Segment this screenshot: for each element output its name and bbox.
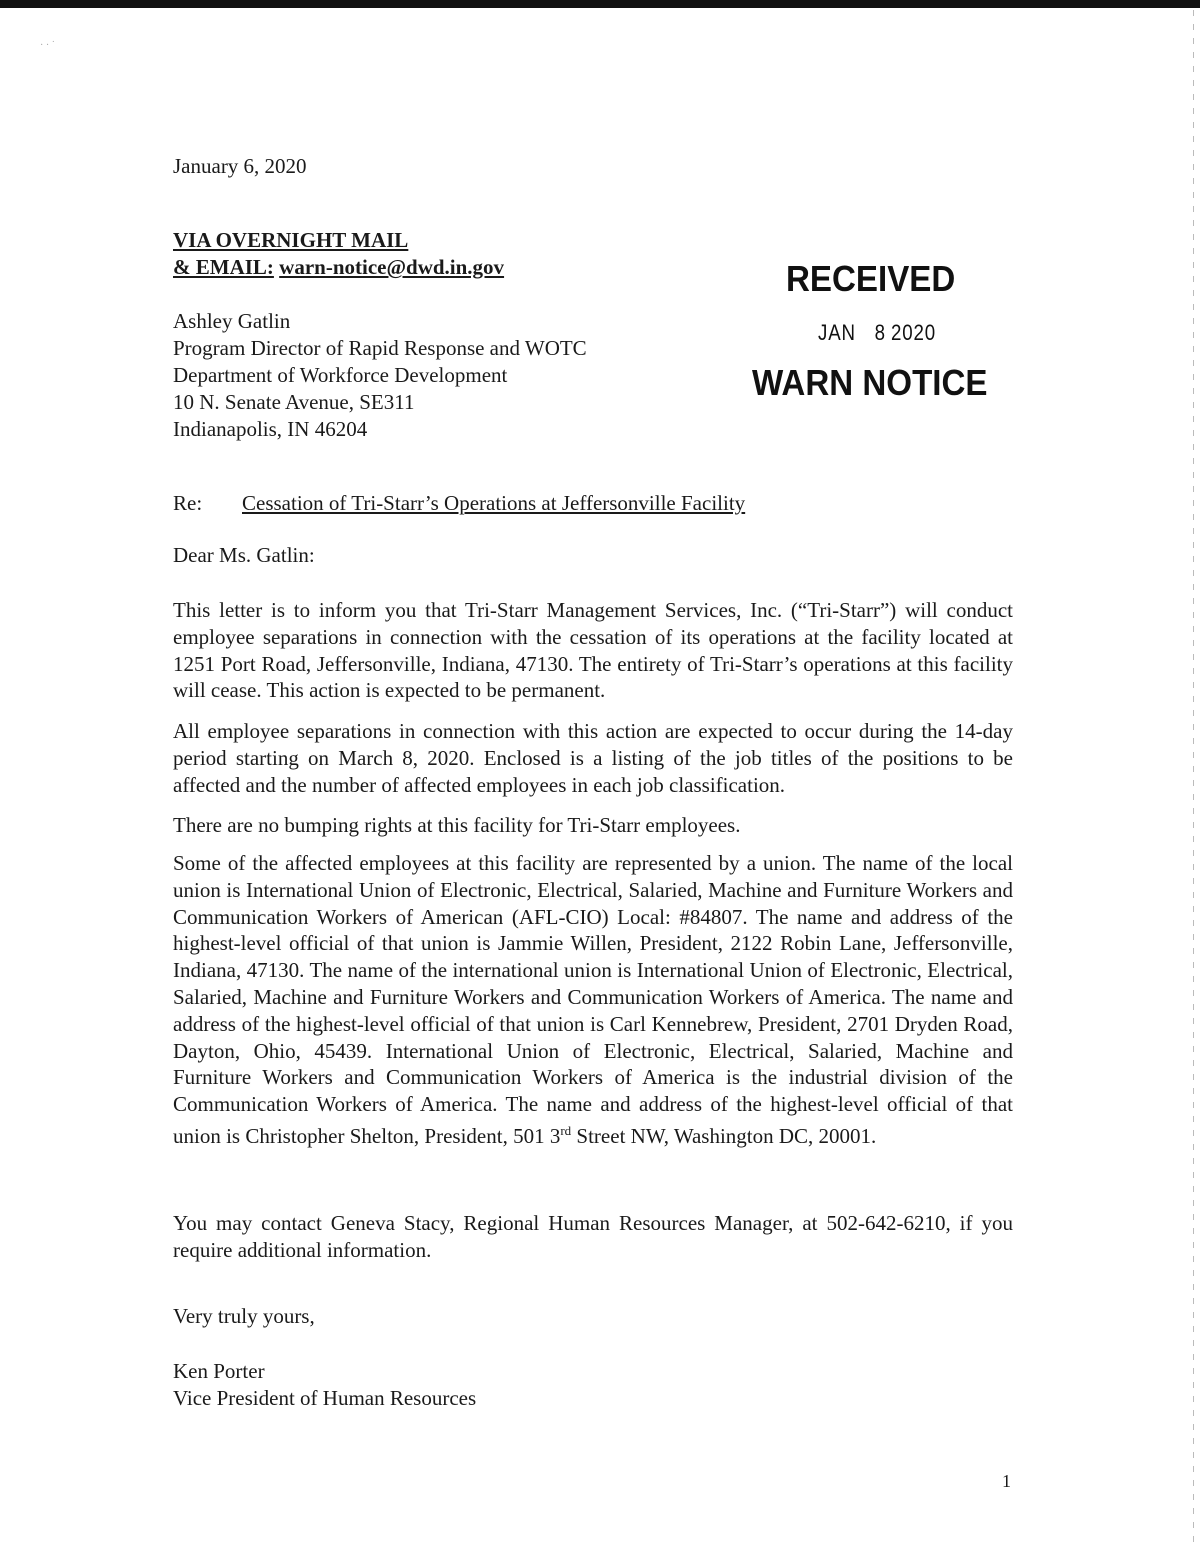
- recipient-city: Indianapolis, IN 46204: [173, 417, 368, 441]
- delivery-email-line: [173, 254, 504, 280]
- signer-name: Ken Porter: [173, 1359, 265, 1383]
- stamp-date: [818, 320, 955, 346]
- recipient-title: Program Director of Rapid Response and WOTC: [173, 336, 587, 360]
- body-paragraph-1: This letter is to inform you that Tri-Starr Management Services, Inc. (“Tri-Starr”) will conduct employee separations in connection with the cessation of its operations at the facility located at 1251 Port Road, Jeffersonville, Indiana, 47130. The entirety of Tri-Starr’s operations at this facility will cease. This action is expected to be permanent.: [173, 598, 1013, 703]
- body-paragraph-4-main: Some of the affected employees at this facility are represented by a union. The name of the local union is International Union of Electronic, Electrical, Salaried, Machine and Furniture Workers and Communication Workers of American (AFL-CIO) Local: #84807. The name and address of the highest-level official of that union is Jammie Willen, President, 2122 Robin Lane, Jeffersonville, Indiana, 47130. The name of the international union is International Union of Electronic, Electrical, Salaried, Machine and Furniture Workers and Communication Workers of America. The name and address of the highest-level official of that union is Carl Kennebrew, President, 2701 Dryden Road, Dayton, Ohio, 45439. International Union of Electronic, Electrical, Salaried, Machine and Furniture Workers and Communication Workers of America is the industrial division of the Communication Workers of America. The name and address of the highest-level official of that union is Christopher Shelton, President, 501 3: [173, 851, 1013, 1148]
- body-paragraph-5: You may contact Geneva Stacy, Regional Human Resources Manager, at 502-642-6210, if you require additional information.: [173, 1211, 1013, 1262]
- ordinal-suffix: rd: [560, 1122, 572, 1138]
- body-paragraph-3: There are no bumping rights at this facility for Tri-Starr employees.: [173, 813, 741, 837]
- delivery-email-address: warn-notice@dwd.in.gov: [279, 255, 505, 279]
- delivery-method: VIA OVERNIGHT MAIL: [173, 228, 409, 252]
- letter-date: January 6, 2020: [173, 154, 307, 178]
- stamp-month: JAN: [818, 320, 856, 345]
- recipient-department: Department of Workforce Development: [173, 363, 508, 387]
- recipient-street: 10 N. Senate Avenue, SE311: [173, 390, 415, 414]
- scan-right-edge: [1193, 10, 1194, 1550]
- stamp-warn-notice: WARN NOTICE: [752, 362, 988, 403]
- scan-speck: · · ˙: [40, 40, 55, 51]
- signer-title: Vice President of Human Resources: [173, 1386, 477, 1410]
- body-paragraph-4: [173, 850, 1013, 1150]
- recipient-name: Ashley Gatlin: [173, 309, 291, 333]
- body-paragraph-4-end: Street NW, Washington DC, 20001.: [571, 1123, 877, 1148]
- re-label: Re:: [173, 491, 203, 515]
- salutation: Dear Ms. Gatlin:: [173, 543, 315, 567]
- re-subject: Cessation of Tri-Starr’s Operations at Jeffersonville Facility: [242, 491, 746, 515]
- closing: Very truly yours,: [173, 1304, 315, 1328]
- stamp-year: 2020: [890, 320, 936, 345]
- page-number: 1: [1002, 1471, 1011, 1491]
- delivery-email-label: & EMAIL:: [173, 255, 274, 279]
- scan-top-border: [0, 0, 1200, 8]
- stamp-received: RECEIVED: [786, 258, 956, 299]
- stamp-day: 8: [874, 320, 886, 345]
- body-paragraph-2: All employee separations in connection with this action are expected to occur during the 14-day period starting on March 8, 2020. Enclosed is a listing of the job titles of the positions to be affected and the number of affected employees in each job classification.: [173, 719, 1013, 797]
